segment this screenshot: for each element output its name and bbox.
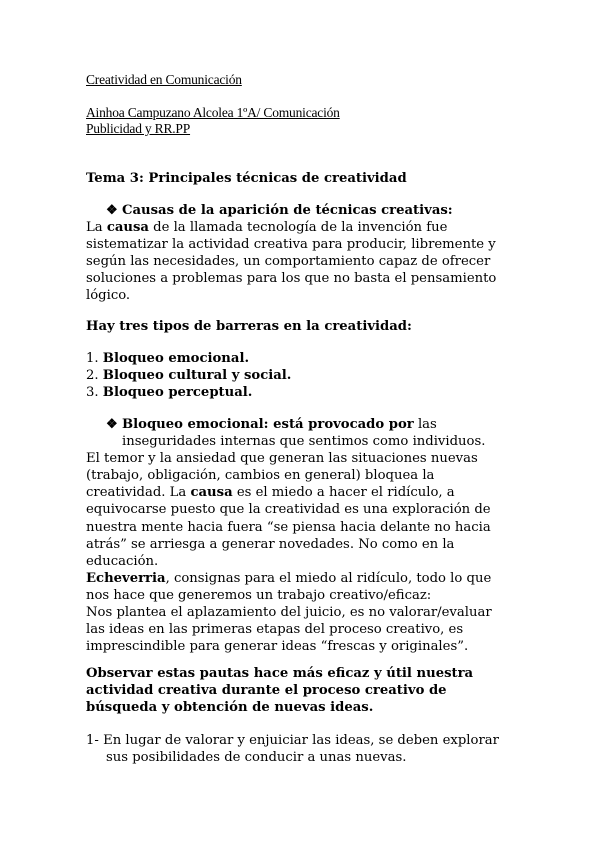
diamond-bullet-icon: ❖ <box>106 203 118 218</box>
paragraph-line: Nos plantea el aplazamiento del juicio, es no valorar/evaluar <box>86 605 492 621</box>
section-emotional-block <box>86 416 492 655</box>
paragraph-line: inseguridades internas que sentimos como individuos. <box>122 434 486 450</box>
observe-heading: Observar estas pautas hace más eficaz y útil nuestra actividad creativa durante el proceso creativo de búsqueda y obtención de nuevas ideas. <box>86 666 474 716</box>
paragraph-line: lógico. <box>86 288 131 304</box>
list-item: 2. Bloqueo cultural y social. <box>86 368 292 383</box>
paragraph-line: imprescindible para generar ideas “frescas y originales”. <box>86 639 469 655</box>
program-line: Publicidad y RR.PP <box>86 121 191 136</box>
paragraph-line: nuestra mente hacia fuera “se piensa hacia delante no hacia <box>86 519 491 535</box>
paragraph-line: nos hace que generemos un trabajo creativo/eficaz: <box>86 587 432 603</box>
paragraph-line: El temor y la ansiedad que generan las situaciones nuevas <box>86 451 478 467</box>
author-line: Ainhoa Campuzano Alcolea 1ºA/ Comunicación <box>86 105 340 120</box>
paragraph-line: (trabajo, obligación, cambios en general) bloquea la <box>86 468 435 484</box>
causes-heading-row <box>86 202 496 219</box>
paragraph-line: La causa de la llamada tecnología de la invención fue <box>86 220 448 236</box>
paragraph-line: soluciones a problemas para los que no basta el pensamiento <box>86 271 497 287</box>
guideline-line: sus posibilidades de conducir a unas nuevas. <box>106 750 407 766</box>
guideline-line: 1- En lugar de valorar y enjuiciar las ideas, se deben explorar <box>86 733 499 748</box>
emotional-heading-row: ❖ Bloqueo emocional: está provocado por las <box>106 417 437 432</box>
barriers-heading: Hay tres tipos de barreras en la creatividad: <box>86 319 412 334</box>
list-item: 1. Bloqueo emocional. <box>86 351 250 366</box>
paragraph-line: Echeverria, consignas para el miedo al ridículo, todo lo que <box>86 570 492 586</box>
barriers-list <box>86 350 291 401</box>
diamond-bullet-icon: ❖ <box>106 417 118 432</box>
section-causes <box>86 202 496 305</box>
course-title: Creatividad en Comunicación <box>86 72 242 87</box>
paragraph-line: creatividad. La causa es el miedo a hacer el ridículo, a <box>86 485 455 501</box>
paragraph-line: educación. <box>86 553 159 569</box>
paragraph-line: según las necesidades, un comportamiento capaz de ofrecer <box>86 254 491 270</box>
paragraph-line: equivocarse puesto que la creatividad es una exploración de <box>86 502 491 518</box>
paragraph-line: las ideas en las primeras etapas del proceso creativo, es <box>86 622 464 638</box>
paragraph-line: sistematizar la actividad creativa para producir, libremente y <box>86 237 496 253</box>
causes-heading: Causas de la aparición de técnicas creativas: <box>122 203 453 218</box>
paragraph-line: atrás” se arriesga a generar novedades. No como en la <box>86 536 455 552</box>
topic-title: Tema 3: Principales técnicas de creatividad <box>86 171 407 186</box>
list-item: 3. Bloqueo perceptual. <box>86 385 253 400</box>
guideline-item <box>86 732 499 766</box>
